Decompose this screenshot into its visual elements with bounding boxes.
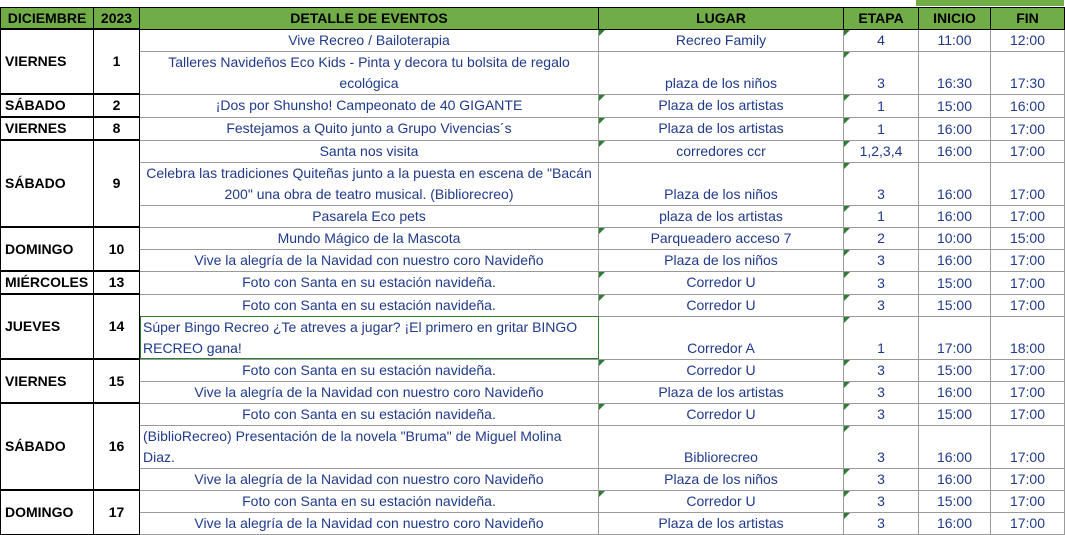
table-row xyxy=(1,271,1065,294)
event-detail-cell[interactable]: Vive la alegría de la Navidad con nuestro coro Navideño xyxy=(140,512,599,534)
end-time-cell[interactable]: 17:00 xyxy=(991,205,1065,227)
table-row xyxy=(1,51,1065,94)
start-time-cell[interactable]: 16:00 xyxy=(919,512,991,534)
start-time-cell[interactable]: 16:00 xyxy=(919,205,991,227)
day-number-cell[interactable]: 13 xyxy=(94,271,140,294)
place-cell[interactable]: Plaza de los artistas xyxy=(599,117,844,140)
table-row xyxy=(1,316,1065,359)
stage-cell[interactable]: 1,2,3,4 xyxy=(844,140,919,162)
place-cell[interactable]: Corredor U xyxy=(599,490,844,512)
table-row xyxy=(1,512,1065,534)
event-detail-cell[interactable]: Foto con Santa en su estación navideña. xyxy=(140,271,599,294)
day-name-cell[interactable]: MIÉRCOLES xyxy=(1,271,94,294)
header-cell-year[interactable]: 2023 xyxy=(94,8,140,30)
end-time-cell[interactable]: 17:00 xyxy=(991,468,1065,490)
event-detail-cell[interactable]: Celebra las tradiciones Quiteñas junto a la puesta en escena de "Bacán 200" una obra de teatro musical. (Bibliorecreo) xyxy=(140,162,599,205)
stage-cell[interactable]: 1 xyxy=(844,205,919,227)
end-time-cell[interactable]: 17:00 xyxy=(991,359,1065,381)
end-time-cell[interactable]: 18:00 xyxy=(991,316,1065,359)
stage-cell[interactable]: 3 xyxy=(844,162,919,205)
place-cell[interactable]: Plaza de los artistas xyxy=(599,512,844,534)
day-number-cell[interactable]: 14 xyxy=(94,294,140,359)
stage-cell[interactable]: 1 xyxy=(844,117,919,140)
table-row xyxy=(1,381,1065,403)
event-detail-cell[interactable]: Vive la alegría de la Navidad con nuestro coro Navideño xyxy=(140,249,599,271)
event-detail-cell[interactable]: Foto con Santa en su estación navideña. xyxy=(140,403,599,425)
end-time-cell[interactable]: 17:00 xyxy=(991,271,1065,294)
start-time-cell[interactable]: 15:00 xyxy=(919,359,991,381)
stage-cell[interactable]: 3 xyxy=(844,490,919,512)
table-row xyxy=(1,359,1065,381)
header-cell-events[interactable]: DETALLE DE EVENTOS xyxy=(140,8,599,30)
end-time-cell[interactable]: 17:30 xyxy=(991,51,1065,94)
stage-cell[interactable]: 3 xyxy=(844,403,919,425)
table-row xyxy=(1,294,1065,316)
event-detail-cell[interactable]: Vive la alegría de la Navidad con nuestro coro Navideño xyxy=(140,468,599,490)
day-number-cell[interactable]: 9 xyxy=(94,140,140,227)
place-cell[interactable]: plaza de los artistas xyxy=(599,205,844,227)
table-row xyxy=(1,140,1065,162)
start-time-cell[interactable]: 16:00 xyxy=(919,140,991,162)
event-detail-cell[interactable]: Vive Recreo / Bailoterapia xyxy=(140,29,599,51)
event-detail-cell[interactable]: Festejamos a Quito junto a Grupo Vivencias´s xyxy=(140,117,599,140)
day-name-cell[interactable]: DOMINGO xyxy=(1,490,94,534)
table-row xyxy=(1,117,1065,140)
place-cell[interactable]: plaza de los niños xyxy=(599,51,844,94)
day-number-cell[interactable]: 2 xyxy=(94,94,140,117)
end-time-cell[interactable]: 12:00 xyxy=(991,29,1065,51)
event-detail-cell[interactable]: Mundo Mágico de la Mascota xyxy=(140,227,599,249)
start-time-cell[interactable]: 16:00 xyxy=(919,249,991,271)
stage-cell[interactable]: 3 xyxy=(844,51,919,94)
event-detail-cell[interactable]: Súper Bingo Recreo ¿Te atreves a jugar? ¡El primero en gritar BINGO RECREO gana! xyxy=(140,316,599,359)
stage-cell[interactable]: 2 xyxy=(844,227,919,249)
day-name-cell[interactable]: VIERNES xyxy=(1,117,94,140)
events-table-body xyxy=(1,29,1065,534)
place-cell[interactable]: Recreo Family xyxy=(599,29,844,51)
day-name-cell[interactable]: VIERNES xyxy=(1,359,94,403)
end-time-cell[interactable]: 17:00 xyxy=(991,512,1065,534)
table-row xyxy=(1,205,1065,227)
stage-cell[interactable]: 3 xyxy=(844,249,919,271)
end-time-cell[interactable]: 15:00 xyxy=(991,227,1065,249)
end-time-cell[interactable]: 16:00 xyxy=(991,94,1065,117)
table-row xyxy=(1,94,1065,117)
day-number-cell[interactable]: 15 xyxy=(94,359,140,403)
end-time-cell[interactable]: 17:00 xyxy=(991,490,1065,512)
event-detail-cell[interactable]: ¡Dos por Shunsho! Campeonato de 40 GIGANTE xyxy=(140,94,599,117)
start-time-cell[interactable]: 15:00 xyxy=(919,403,991,425)
end-time-cell[interactable]: 17:00 xyxy=(991,403,1065,425)
start-time-cell[interactable]: 15:00 xyxy=(919,490,991,512)
event-detail-cell[interactable]: Vive la alegría de la Navidad con nuestro coro Navideño xyxy=(140,381,599,403)
end-time-cell[interactable]: 17:00 xyxy=(991,249,1065,271)
start-time-cell[interactable]: 16:00 xyxy=(919,162,991,205)
stage-cell[interactable]: 1 xyxy=(844,94,919,117)
stage-cell[interactable]: 3 xyxy=(844,294,919,316)
header-cell-stage[interactable]: ETAPA xyxy=(844,8,919,30)
place-cell[interactable]: Plaza de los artistas xyxy=(599,381,844,403)
day-number-cell[interactable]: 16 xyxy=(94,403,140,490)
start-time-cell[interactable]: 16:00 xyxy=(919,468,991,490)
start-time-cell[interactable]: 17:00 xyxy=(919,316,991,359)
end-time-cell[interactable]: 17:00 xyxy=(991,162,1065,205)
place-cell[interactable]: Corredor U xyxy=(599,359,844,381)
day-name-cell[interactable]: SÁBADO xyxy=(1,403,94,490)
table-row xyxy=(1,162,1065,205)
stage-cell[interactable]: 3 xyxy=(844,359,919,381)
day-number-cell[interactable]: 17 xyxy=(94,490,140,534)
stage-cell[interactable]: 1 xyxy=(844,316,919,359)
place-cell[interactable]: Plaza de los niños xyxy=(599,468,844,490)
start-time-cell[interactable]: 15:00 xyxy=(919,271,991,294)
stage-cell[interactable]: 3 xyxy=(844,381,919,403)
stage-cell[interactable]: 3 xyxy=(844,425,919,468)
place-cell[interactable]: corredores ccr xyxy=(599,140,844,162)
event-detail-cell[interactable]: Talleres Navideños Eco Kids - Pinta y decora tu bolsita de regalo ecológica xyxy=(140,51,599,94)
start-time-cell[interactable]: 16:00 xyxy=(919,425,991,468)
end-time-cell[interactable]: 17:00 xyxy=(991,140,1065,162)
place-cell[interactable]: Parqueadero acceso 7 xyxy=(599,227,844,249)
place-cell[interactable]: Corredor A xyxy=(599,316,844,359)
end-time-cell[interactable]: 17:00 xyxy=(991,425,1065,468)
place-cell[interactable]: Plaza de los niños xyxy=(599,249,844,271)
place-cell[interactable]: Plaza de los niños xyxy=(599,162,844,205)
table-row xyxy=(1,403,1065,425)
event-detail-cell[interactable]: Foto con Santa en su estación navideña. xyxy=(140,359,599,381)
start-time-cell[interactable]: 10:00 xyxy=(919,227,991,249)
event-detail-cell[interactable]: Pasarela Eco pets xyxy=(140,205,599,227)
end-time-cell[interactable]: 17:00 xyxy=(991,294,1065,316)
day-number-cell[interactable]: 10 xyxy=(94,227,140,271)
place-cell[interactable]: Bibliorecreo xyxy=(599,425,844,468)
table-row xyxy=(1,249,1065,271)
event-detail-cell[interactable]: Foto con Santa en su estación navideña. xyxy=(140,294,599,316)
stage-cell[interactable]: 3 xyxy=(844,468,919,490)
event-detail-cell[interactable]: Santa nos visita xyxy=(140,140,599,162)
table-row xyxy=(1,468,1065,490)
header-row xyxy=(1,8,1065,30)
place-cell[interactable]: Corredor U xyxy=(599,271,844,294)
header-fill-cell[interactable] xyxy=(916,0,1064,6)
place-cell[interactable]: Corredor U xyxy=(599,294,844,316)
table-row xyxy=(1,490,1065,512)
table-row xyxy=(1,29,1065,51)
table-row xyxy=(1,227,1065,249)
stage-cell[interactable]: 3 xyxy=(844,271,919,294)
start-time-cell[interactable]: 16:30 xyxy=(919,51,991,94)
day-name-cell[interactable]: JUEVES xyxy=(1,294,94,359)
place-cell[interactable]: Corredor U xyxy=(599,403,844,425)
header-cell-month[interactable]: DICIEMBRE xyxy=(1,8,94,30)
event-detail-cell[interactable]: Foto con Santa en su estación navideña. xyxy=(140,490,599,512)
end-time-cell[interactable]: 17:00 xyxy=(991,117,1065,140)
table-row xyxy=(1,425,1065,468)
start-time-cell[interactable]: 15:00 xyxy=(919,94,991,117)
end-time-cell[interactable]: 17:00 xyxy=(991,381,1065,403)
start-time-cell[interactable]: 15:00 xyxy=(919,294,991,316)
stage-cell[interactable]: 3 xyxy=(844,512,919,534)
header-cell-start[interactable]: INICIO xyxy=(919,8,991,30)
start-time-cell[interactable]: 16:00 xyxy=(919,381,991,403)
place-cell[interactable]: Plaza de los artistas xyxy=(599,94,844,117)
events-table xyxy=(0,7,1065,535)
header-cell-end[interactable]: FIN xyxy=(991,8,1065,30)
day-name-cell[interactable]: SÁBADO xyxy=(1,94,94,117)
day-name-cell[interactable]: SÁBADO xyxy=(1,140,94,227)
event-detail-cell[interactable]: (BiblioRecreo) Presentación de la novela "Bruma" de Miguel Molina Diaz. xyxy=(140,425,599,468)
day-number-cell[interactable]: 8 xyxy=(94,117,140,140)
stage-cell[interactable]: 4 xyxy=(844,29,919,51)
day-name-cell[interactable]: DOMINGO xyxy=(1,227,94,271)
day-name-cell[interactable]: VIERNES xyxy=(1,29,94,94)
start-time-cell[interactable]: 11:00 xyxy=(919,29,991,51)
start-time-cell[interactable]: 16:00 xyxy=(919,117,991,140)
header-cell-place[interactable]: LUGAR xyxy=(599,8,844,30)
day-number-cell[interactable]: 1 xyxy=(94,29,140,94)
